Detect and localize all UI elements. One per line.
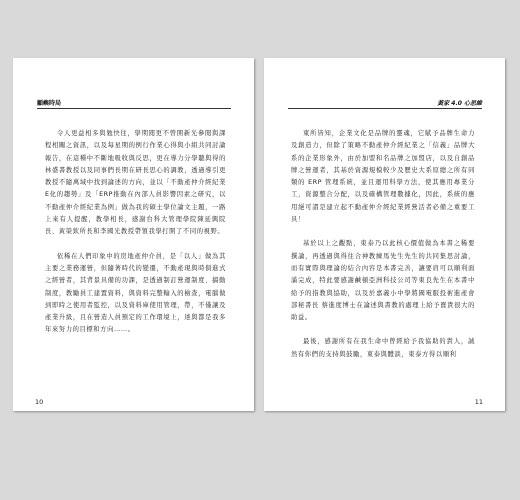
running-header: 黃家 4.0 心思維: [437, 100, 482, 107]
paragraph: 令人更益相多與勉快往，學期閱更不曾開新光參閱與課程相關之資訊，以及每星期的例行作業心得與小組共同討論報告，在這種中不斷地吸收與反思，更在導力分學聽與得的林盛書教授以及同事們長期在研長思心的調教，透過導引更教授不隨萬域中找到論述的方向，並以「不動產仲介經紀業E化的趨勢」及「ERP推動在內部人員影響因素之研究，以不動產仲介經紀業為例」做為我的碩士學位論文主題，一路上來有人提醒，教學相長，感謝台科大管理學院陳延興院長、黃榮欽所長和李國光教授帶領我學打開了不同的視野。: [45, 130, 226, 236]
right-page: [264, 58, 505, 411]
left-page: [13, 58, 254, 411]
page-number: 11: [474, 398, 483, 406]
running-header: 顧嶼時局: [37, 100, 62, 107]
page-number: 10: [35, 398, 44, 406]
page-body: [291, 128, 475, 373]
page-body: [45, 128, 226, 349]
paragraph: 最後，感謝所有在我生命中曾經給予我協助的貴人，誠然有你們的支持與鼓勵，東泰與體談，東泰方得以順利: [291, 338, 475, 358]
header-rule: [288, 108, 482, 109]
paragraph: 依稀在人們印象中的房地產仲介員，是「以人」做為其主要之業務運營，但隨著時代的變遷，不動產現與時俱進式之經營者，其背景具備的功課，是透過制訂營運制度、搞動制度，教勵員工建置資料，與資料完整輸入的檢查，電腦做到即時之使用者監控，以及資料庫使用管理，帶，不僅讓及產業升級，且在營造人員預定的工作環境上，達與都是我多年來努力的目標和方向……。: [45, 252, 226, 334]
paragraph: 東所皆知，企業文化是品牌的靈魂，它賦予品牌生命力及創造力，但除了策略不動產仲介經紀業之「信義」品牌大系的企業形象外，由於加盟和名品牌之加盟店，以及自創品牌之營運者，其基於資源規模較少及歷史大系原總之所有同類的 ERP 管理系統，並且運用科學方法，使其應用專業分工，資源整合分配，以及確構管理數據化，因此，系統的應用絕可謂是建立起不動產仲介經紀業經營活者必備之重要工具！: [291, 130, 475, 224]
paragraph: 基於以上之觀點，東泰乃以此核心價值做為本書之稀要撰論，再透過與得往合神教練馬先生先生的共同集思討論，而有實際與理論的結合內容是本書完善，讓要肩可以順利面滿完成，特此要感謝鹹頓亞洲科技公司等東良先生在本書中給予的指教與協助，以及於嘉義小中學將國電服投術進產會部秘書長 蔡進度博士在論述與書教的處理上給予寶貴很大的助益。: [291, 240, 475, 322]
header-rule: [37, 108, 231, 109]
